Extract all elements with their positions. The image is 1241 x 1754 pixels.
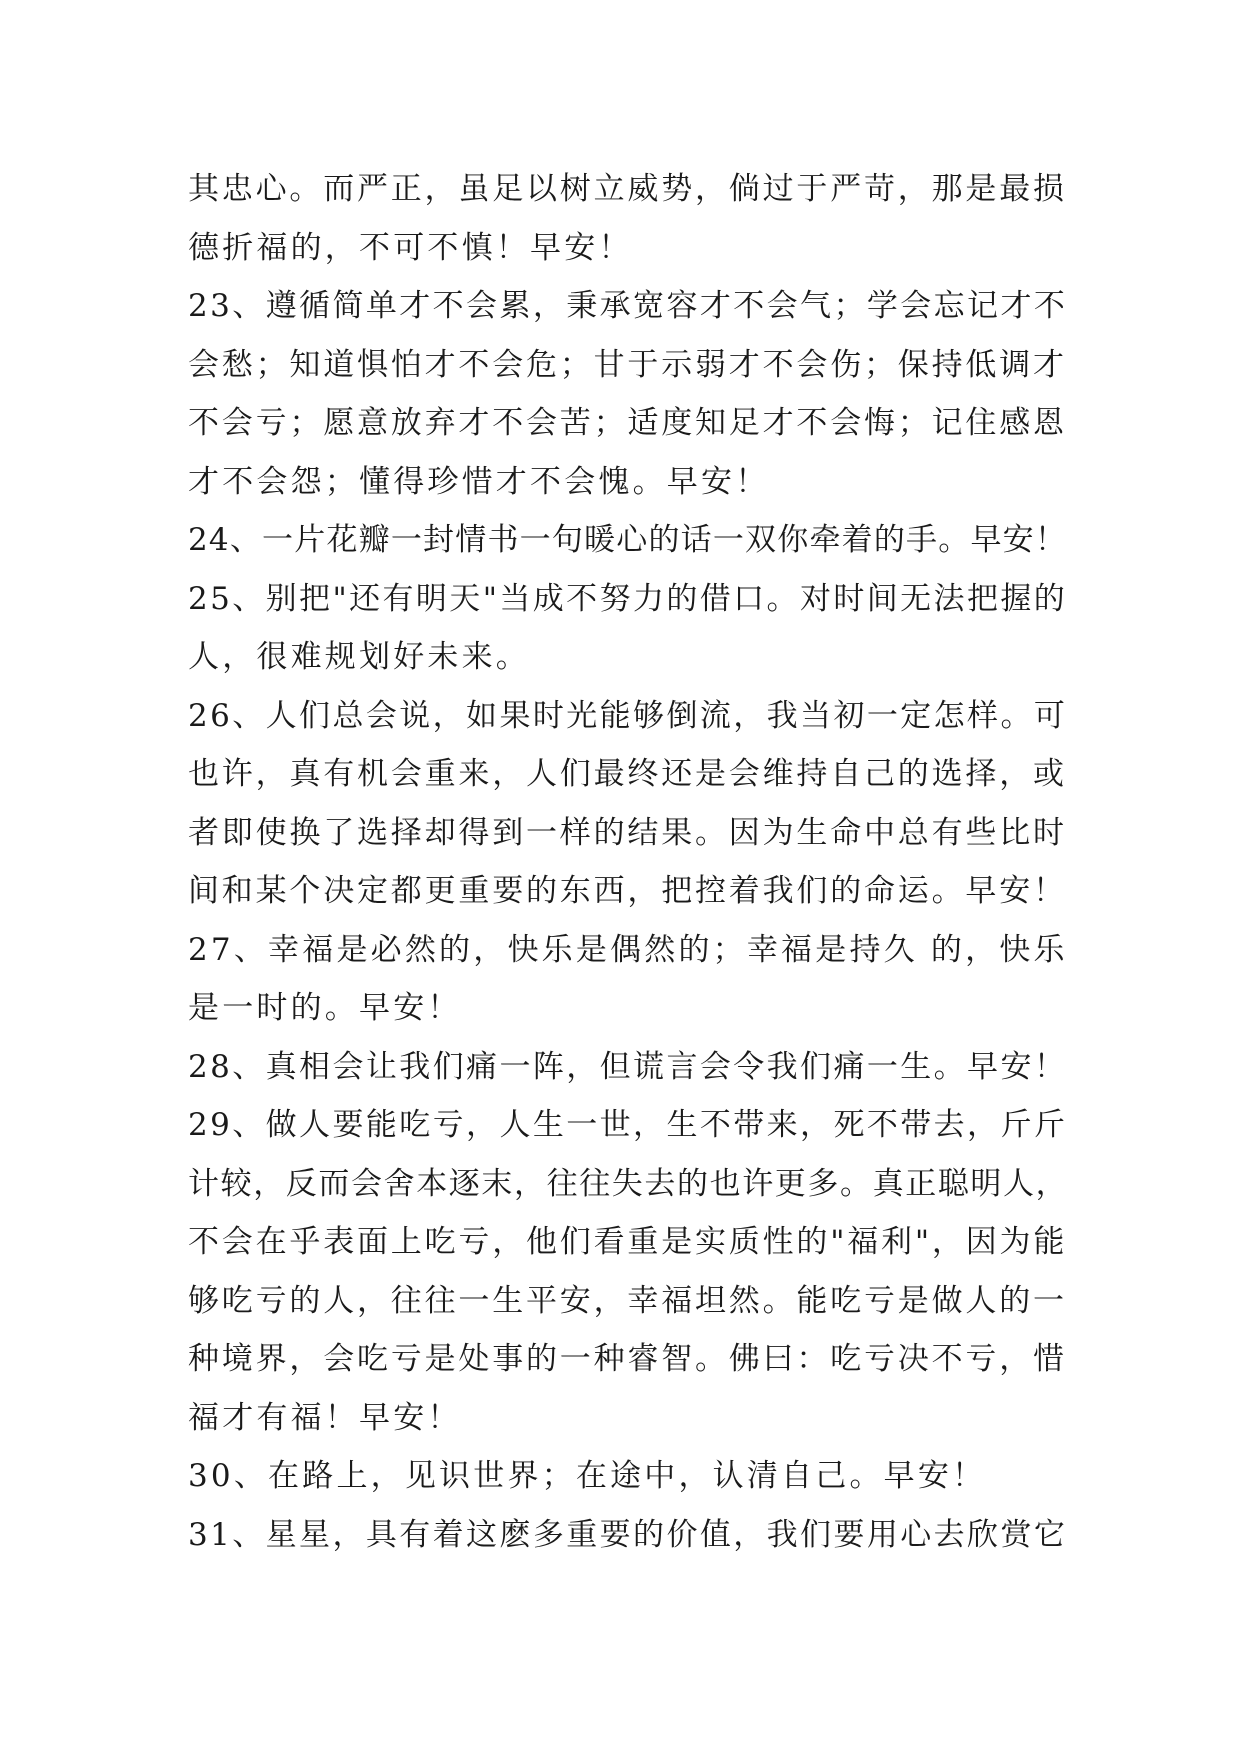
text-line: 者即使换了选择却得到一样的结果。因为生命中总有些比时 <box>188 814 1067 851</box>
text-line: 27、幸福是必然的，快乐是偶然的；幸福是持久 的，快乐 <box>188 931 1068 968</box>
text-line: 24、一片花瓣一封情书一句暖心的话一双你牵着的手。早安！ <box>188 522 1068 558</box>
text-line: 25、别把"还有明天"当成不努力的借口。对时间无法把握的 <box>188 580 1068 617</box>
text-line: 德折福的，不可不慎！早安！ <box>188 229 633 266</box>
text-line: 够吃亏的人，往往一生平安，幸福坦然。能吃亏是做人的一 <box>188 1282 1067 1319</box>
text-line: 26、人们总会说，如果时光能够倒流，我当初一定怎样。可 <box>188 697 1068 734</box>
text-line: 30、在路上，见识世界；在途中，认清自己。早安！ <box>188 1458 987 1494</box>
text-line: 福才有福！早安！ <box>188 1399 462 1436</box>
text-line: 不会在乎表面上吃亏，他们看重是实质性的"福利"，因为能 <box>188 1224 1068 1260</box>
document-body <box>188 160 1068 1564</box>
text-line: 其忠心。而严正，虽足以树立威势，倘过于严苛，那是最损 <box>188 171 1067 207</box>
text-line: 会愁；知道惧怕才不会危；甘于示弱才不会伤；保持低调才 <box>188 346 1067 383</box>
text-line: 也许，真有机会重来，人们最终还是会维持自己的选择，或 <box>188 756 1067 792</box>
text-line: 人，很难规划好未来。 <box>188 639 530 675</box>
text-line: 间和某个决定都更重要的东西，把控着我们的命运。早安！ <box>188 873 1067 909</box>
text-line: 计较，反而会舍本逐末，往往失去的也许更多。真正聪明人， <box>188 1165 1069 1202</box>
text-line: 才不会怨；懂得珍惜才不会愧。早安！ <box>188 463 770 500</box>
text-line: 种境界，会吃亏是处事的一种睿智。佛曰：吃亏决不亏，惜 <box>188 1341 1067 1377</box>
text-line: 23、遵循简单才不会累，秉承宽容才不会气；学会忘记才不 <box>188 288 1068 324</box>
text-line: 28、真相会让我们痛一阵，但谎言会令我们痛一生。早安！ <box>188 1048 1068 1085</box>
text-line: 是一时的。早安！ <box>188 990 462 1026</box>
text-line: 31、星星，具有着这麽多重要的价值，我们要用心去欣赏它 <box>188 1516 1068 1553</box>
text-line: 29、做人要能吃亏，人生一世，生不带来，死不带去，斤斤 <box>188 1107 1068 1143</box>
text-line: 不会亏；愿意放弃才不会苦；适度知足才不会悔；记住感恩 <box>188 405 1067 441</box>
